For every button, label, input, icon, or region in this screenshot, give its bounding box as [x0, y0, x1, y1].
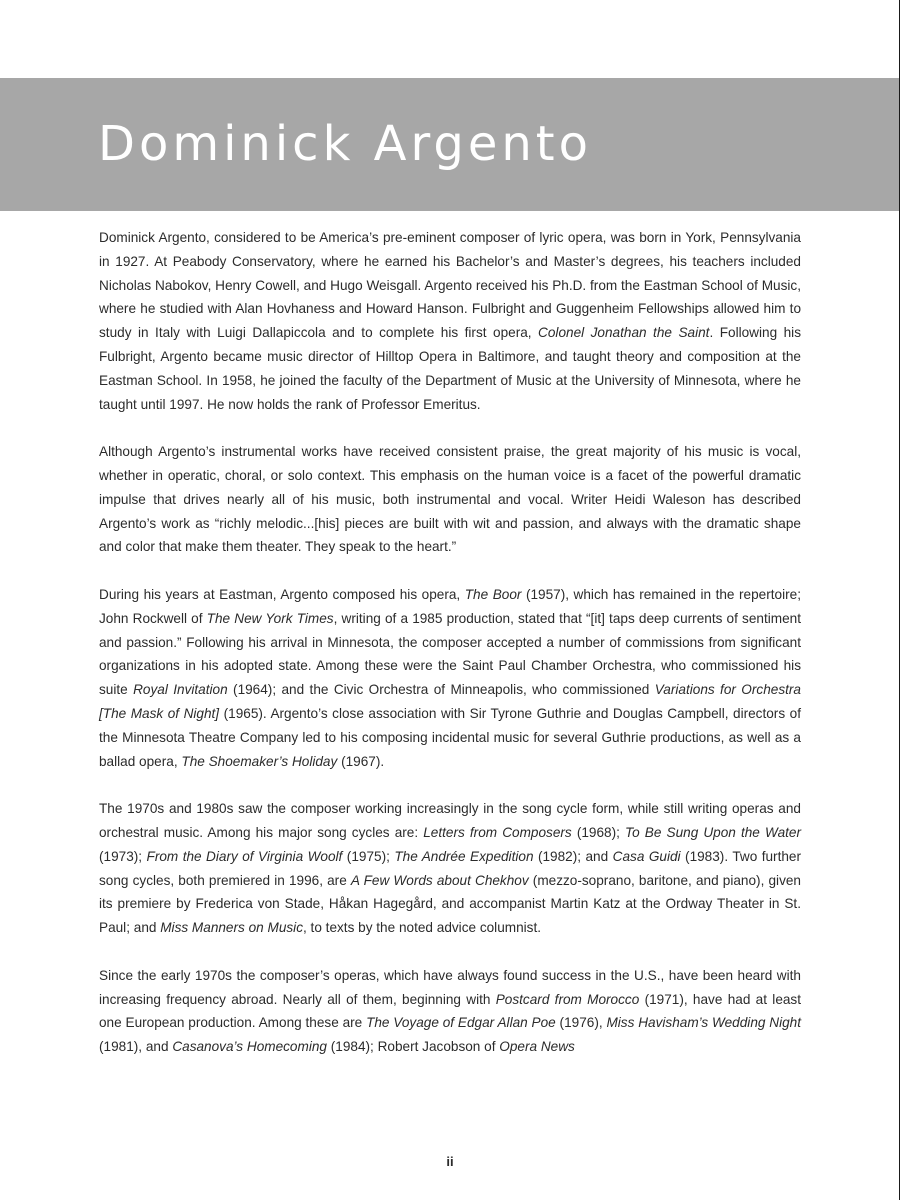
- italic-title-text: The Andrée Expedition: [394, 848, 534, 864]
- paragraph-3: [99, 583, 801, 773]
- page-number: ii: [446, 1154, 454, 1169]
- text-run: Although Argento’s instrumental works have received consistent praise, the great majority of his music is vocal, whether in operatic, choral, or solo context. This emphasis on the human voice is a facet of the powerful dramatic impulse that drives nearly all of his music, both instrumental and vocal. Writer Heidi Waleson has described Argento’s work as “richly melodic...[his] pieces are built with wit and passion, and always with the dramatic shape and color that make them theater. They speak to the heart.”: [99, 444, 801, 555]
- text-run: Since the early 1970s the composer’s operas, which have always found success in the U.S., have been heard with increasing frequency abroad. Nearly all of them, beginning with: [99, 967, 801, 1007]
- italic-title-text: Letters from Composers: [423, 824, 572, 840]
- italic-title-text: Casa Guidi: [612, 848, 681, 864]
- text-run: (1975);: [342, 848, 395, 864]
- paragraph-2: [99, 440, 801, 559]
- text-run: (1982); and: [533, 848, 613, 864]
- text-run: (1971), have had at least one European production. Among these are: [99, 991, 802, 1031]
- text-run: The 1970s and 1980s saw the composer working increasingly in the song cycle form, while still writing operas and orchestral music. Among his major song cycles are:: [99, 801, 801, 840]
- text-run: (1965). Argento’s close association with Sir Tyrone Guthrie and Douglas Campbell, directors of the Minnesota Theatre Company led to his composing incidental music for several Guthrie productions, as well as a ballad opera,: [99, 705, 801, 769]
- text-run: (1976),: [555, 1015, 607, 1031]
- paragraph-5: [99, 964, 801, 1059]
- text-run: During his years at Eastman, Argento composed his opera,: [99, 586, 465, 602]
- italic-title-text: Colonel Jonathan the Saint: [538, 325, 710, 341]
- italic-title-text: The Voyage of Edgar Allan Poe: [366, 1015, 556, 1031]
- italic-title-text: From the Diary of Virginia Woolf: [146, 848, 343, 864]
- italic-title-text: Postcard from Morocco: [495, 991, 640, 1007]
- text-run: (1984); Robert Jacobson of: [326, 1039, 500, 1055]
- text-run: Dominick Argento, considered to be America’s pre-eminent composer of lyric opera, was born in York, Pennsylvania in 1927. At Peabody Conservatory, where he earned his Bachelor’s and Master’s degrees, his teachers included Nicholas Nabokov, Henry Cowell, and Hugo Weisgall. Argento received his Ph.D. from the Eastman School of Music, where he studied with Alan Hovhaness and Howard Hanson. Fulbright and Guggenheim Fellowships allowed him to study in Italy with Luigi Dallapiccola and to complete his first opera,: [99, 230, 801, 341]
- text-run: , writing of a 1985 production, stated that “[it] taps deep currents of sentiment and passion.” Following his arrival in Minnesota, the composer accepted a number of commissions from significant organizations in his adopted state. Among these were the Saint Paul Chamber Orchestra, who commissioned his suite: [99, 610, 801, 698]
- text-run: (1964); and the Civic Orchestra of Minneapolis, who commissioned: [227, 682, 655, 698]
- italic-title-text: The Shoemaker’s Holiday: [181, 753, 338, 769]
- italic-title-text: Miss Manners on Music: [160, 920, 303, 936]
- italic-title-text: The New York Times: [206, 610, 334, 626]
- page-title: Dominick Argento: [98, 116, 592, 173]
- text-run: , to texts by the noted advice columnist.: [303, 920, 542, 936]
- text-run: (1968);: [571, 824, 626, 840]
- paragraph-4: [99, 797, 801, 940]
- text-run: (1967).: [337, 753, 385, 769]
- italic-title-text: Miss Havisham’s Wedding Night: [606, 1015, 802, 1031]
- italic-title-text: Opera News: [499, 1039, 575, 1055]
- text-run: (mezzo-soprano, baritone, and piano), given its premiere by Frederica von Stade, Håkan Hagegård, and accompanist Martin Katz at the Ordway Theater in St. Paul; and: [99, 872, 801, 936]
- text-run: . Following his Fulbright, Argento became music director of Hilltop Opera in Baltimore, and taught theory and composition at the Eastman School. In 1958, he joined the faculty of the Department of Music at the University of Minnesota, where he taught until 1997. He now holds the rank of Professor Emeritus.: [99, 325, 801, 412]
- text-run: (1957), which has remained in the repertoire; John Rockwell of: [99, 586, 801, 626]
- paragraph-1: [99, 226, 801, 416]
- text-run: (1973);: [99, 848, 147, 864]
- body-text: [99, 226, 801, 1083]
- italic-title-text: Casanova’s Homecoming: [172, 1039, 327, 1055]
- italic-title-text: Variations for Orchestra [The Mask of Night]: [99, 682, 801, 721]
- text-run: (1983). Two further song cycles, both premiered in 1996, are: [99, 848, 802, 888]
- italic-title-text: Royal Invitation: [133, 682, 228, 698]
- italic-title-text: To Be Sung Upon the Water: [625, 824, 801, 840]
- text-run: (1981), and: [99, 1039, 173, 1055]
- italic-title-text: A Few Words about Chekhov: [350, 872, 529, 888]
- italic-title-text: The Boor: [464, 586, 522, 602]
